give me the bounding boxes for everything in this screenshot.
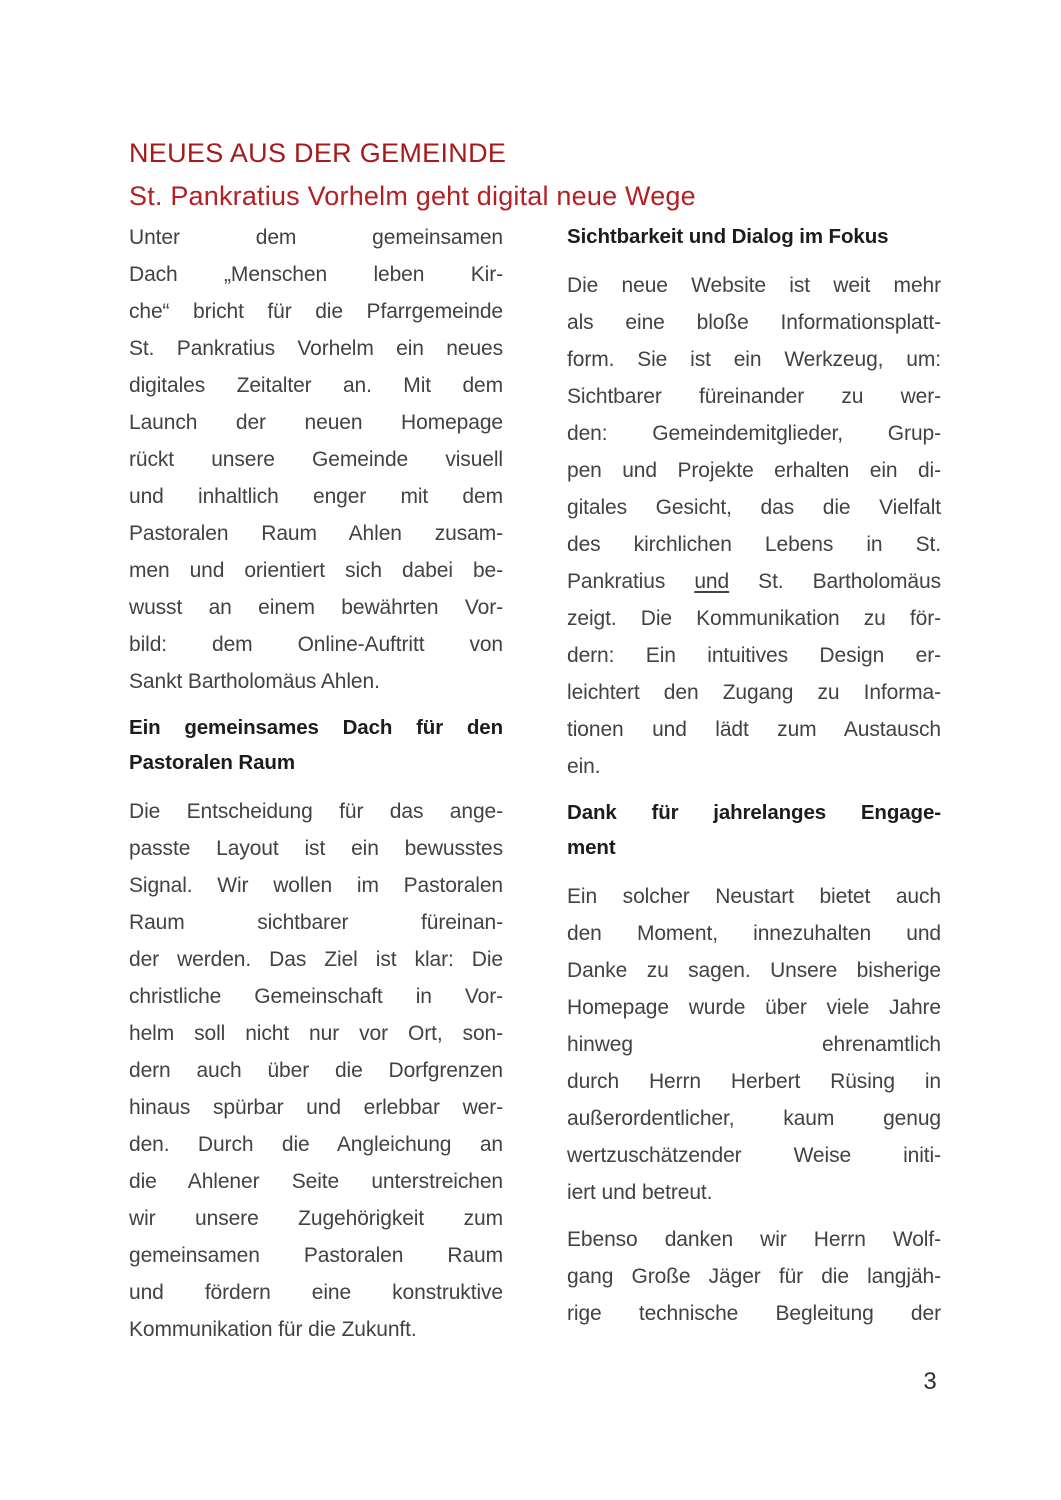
text-line: den: Gemeindemitglieder, Grup- [567,422,941,445]
text-line: christliche Gemeinschaft in Vor- [129,985,503,1008]
text-line: ein. [567,755,601,778]
text-line: Danke zu sagen. Unsere bisherige [567,959,941,982]
text-line: digitales Zeitalter an. Mit dem [129,374,503,397]
section-heading [567,219,941,254]
body-paragraph [567,267,941,785]
text-line: Raum sichtbarer füreinan- [129,911,503,934]
text-line: ment [567,836,616,859]
text-line: Ebenso danken wir Herrn Wolf- [567,1228,941,1251]
text-line: den Moment, innezuhalten und [567,922,941,945]
text-line: als eine bloße Informationsplatt- [567,311,941,334]
text-line: Die Entscheidung für das ange- [129,800,503,823]
text-line: Dank für jahrelanges Engage- [567,801,941,824]
text-line: wusst an einem bewährten Vor- [129,596,503,619]
text-line: rige technische Begleitung der [567,1302,941,1325]
body-paragraph [129,793,503,1348]
text-line: außerordentlicher, kaum genug [567,1107,941,1130]
text-line: hinaus spürbar und erlebbar wer- [129,1096,503,1119]
text-line: St. Pankratius Vorhelm ein neues [129,337,503,360]
text-line: wir unsere Zugehörigkeit zum [129,1207,503,1230]
text-line: die Ahlener Seite unterstreichen [129,1170,503,1193]
text-line: Unter dem gemeinsamen [129,226,503,249]
text-line: der werden. Das Ziel ist klar: Die [129,948,503,971]
text-line: tionen und lädt zum Austausch [567,718,941,741]
text-line: gemeinsamen Pastoralen Raum [129,1244,503,1267]
text-line: passte Layout ist ein bewusstes [129,837,503,860]
section-heading [129,710,503,780]
body-paragraph [129,219,503,700]
text-line: Sichtbarkeit und Dialog im Fokus [567,225,889,248]
text-line: Ein gemeinsames Dach für den [129,716,503,739]
text-line: Sankt Bartholomäus Ahlen. [129,670,380,693]
two-column-text [129,219,941,1358]
text-line: dern: Ein intuitives Design er- [567,644,941,667]
column-left [129,219,503,1358]
text-line: hinweg ehrenamtlich [567,1033,941,1056]
text-line: Die neue Website ist weit mehr [567,274,941,297]
text-line: den. Durch die Angleichung an [129,1133,503,1156]
text-line: wertzuschätzender Weise initi- [567,1144,941,1167]
text-line: Pastoralen Raum Ahlen zusam- [129,522,503,545]
text-line: bild: dem Online-Auftritt von [129,633,503,656]
section-heading [567,795,941,865]
body-paragraph [567,1221,941,1332]
text-line: Pankratius und St. Bartholomäus [567,570,941,593]
text-line: dern auch über die Dorfgrenzen [129,1059,503,1082]
text-line: Dach „Menschen leben Kir- [129,263,503,286]
text-line: und inhaltlich enger mit dem [129,485,503,508]
text-line: form. Sie ist ein Werkzeug, um: [567,348,941,371]
column-right [567,219,941,1358]
body-paragraph [567,878,941,1211]
page-number: 3 [923,1368,937,1395]
text-line: helm soll nicht nur vor Ort, son- [129,1022,503,1045]
text-line: iert und betreut. [567,1181,713,1204]
text-line: Launch der neuen Homepage [129,411,503,434]
text-line: gang Große Jäger für die langjäh- [567,1265,941,1288]
text-line: Pastoralen Raum [129,751,295,774]
page-title: St. Pankratius Vorhelm geht digital neue Wege [129,181,696,211]
text-line: gitales Gesicht, das die Vielfalt [567,496,941,519]
text-line: des kirchlichen Lebens in St. [567,533,941,556]
text-line: Sichtbarer füreinander zu wer- [567,385,941,408]
underlined-word: und [694,570,730,593]
text-line: men und orientiert sich dabei be- [129,559,503,582]
section-kicker: NEUES AUS DER GEMEINDE [129,138,507,168]
text-line: zeigt. Die Kommunikation zu för- [567,607,941,630]
text-line: Homepage wurde über viele Jahre [567,996,941,1019]
text-line: leichtert den Zugang zu Informa- [567,681,941,704]
text-line: rückt unsere Gemeinde visuell [129,448,503,471]
text-line: che“ bricht für die Pfarrgemeinde [129,300,503,323]
text-line: Ein solcher Neustart bietet auch [567,885,941,908]
page-content [129,133,941,1358]
text-line: Kommunikation für die Zukunft. [129,1318,417,1341]
text-line: durch Herrn Herbert Rüsing in [567,1070,941,1093]
text-line: Signal. Wir wollen im Pastoralen [129,874,503,897]
text-line: pen und Projekte erhalten ein di- [567,459,941,482]
text-line: und fördern eine konstruktive [129,1281,503,1304]
